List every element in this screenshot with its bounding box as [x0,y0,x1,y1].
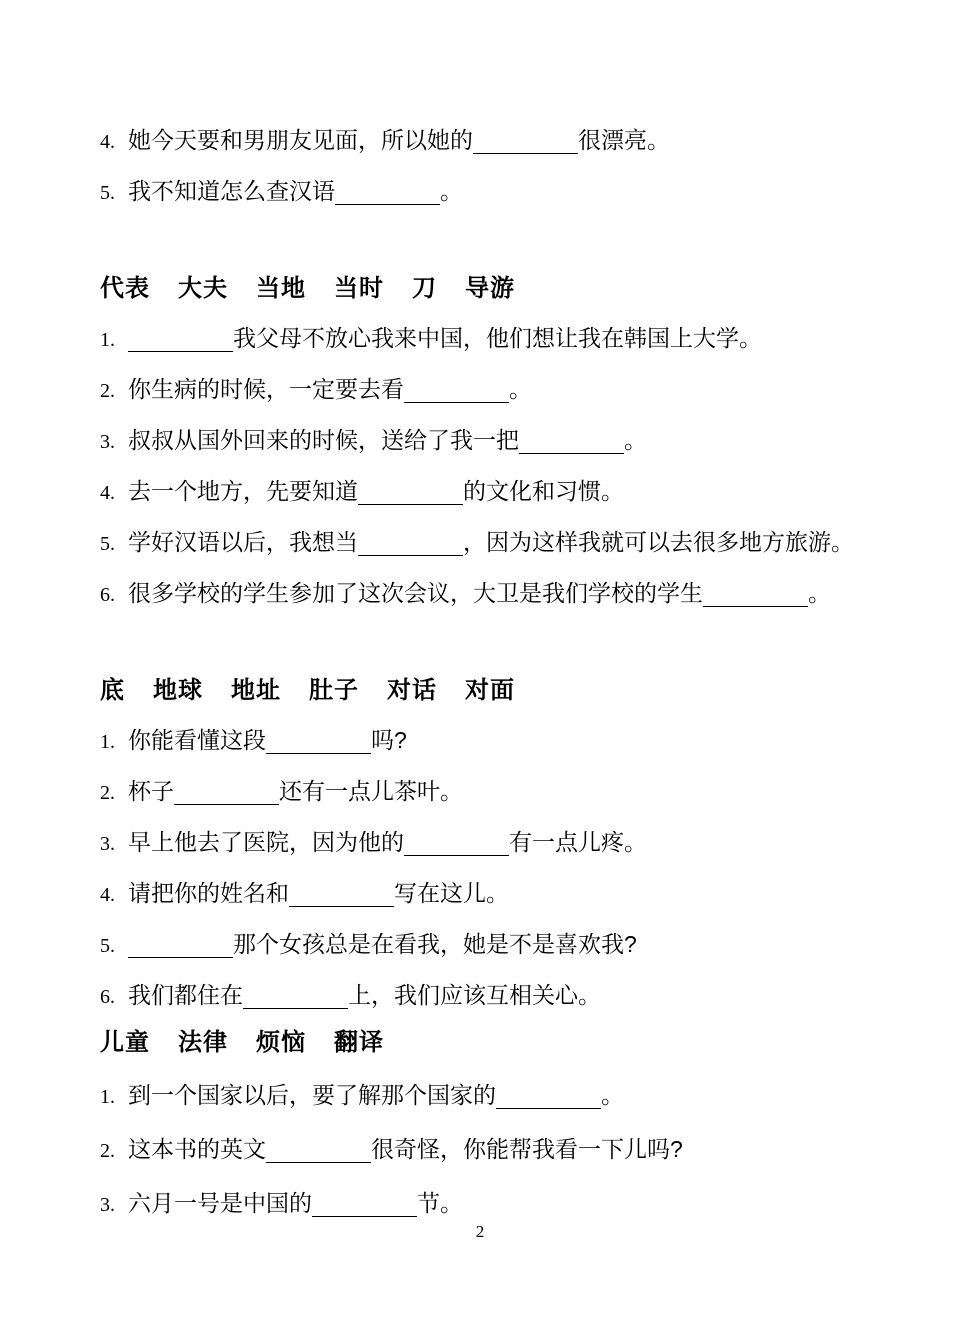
exercise-item [100,980,910,1012]
item-number: 6. [100,584,115,606]
item-text-post: 。 [808,580,831,606]
word-bank-word: 对话 [387,677,437,704]
fill-in-blank [243,986,348,1009]
item-number: 1. [100,1086,115,1108]
item-number: 4. [100,131,115,153]
exercise-item [100,374,910,406]
item-text-post: 节。 [417,1190,463,1216]
item-number: 5. [100,935,115,957]
item-text-pre: 早上他去了医院，因为他的 [128,829,404,855]
word-bank-word: 地址 [231,677,281,704]
word-bank-word: 儿童 [100,1029,150,1056]
exercise-item [100,878,910,910]
word-bank [100,1028,910,1058]
item-text-pre: 叔叔从国外回来的时候，送给了我一把 [128,427,519,453]
item-text-post: 那个女孩总是在看我，她是不是喜欢我? [233,931,637,957]
exercise-item [100,1080,910,1112]
word-bank-word: 对面 [465,677,515,704]
item-number: 2. [100,1140,115,1162]
item-number: 1. [100,329,115,351]
item-text-pre: 我们都住在 [128,982,243,1008]
exercise-item [100,176,910,208]
word-bank [100,274,910,304]
fill-in-blank [404,380,509,403]
item-text-pre: 请把你的姓名和 [128,880,289,906]
item-text-post: 。 [509,376,532,402]
item-number: 4. [100,884,115,906]
item-text-post: 写在这儿。 [394,880,509,906]
fill-in-blank [519,431,624,454]
exercise-item [100,776,910,808]
item-number: 1. [100,731,115,753]
fill-in-blank [128,329,233,352]
item-text-post: 。 [601,1082,624,1108]
item-number: 6. [100,986,115,1008]
item-text-pre: 到一个国家以后，要了解那个国家的 [128,1082,496,1108]
fill-in-blank [266,731,371,754]
fill-in-blank [496,1086,601,1109]
item-text-post: 我父母不放心我来中国，他们想让我在韩国上大学。 [233,325,762,351]
item-text-post: 吗? [371,727,407,753]
item-text-pre: 六月一号是中国的 [128,1190,312,1216]
item-text-post: 还有一点儿茶叶。 [279,778,463,804]
word-bank-word: 刀 [412,275,437,302]
word-bank-word: 当时 [334,275,384,302]
fill-in-blank [358,482,463,505]
word-bank-word: 大夫 [178,275,228,302]
item-number: 4. [100,482,115,504]
item-text-pre: 去一个地方，先要知道 [128,478,358,504]
item-text-pre: 很多学校的学生参加了这次会议，大卫是我们学校的学生 [128,580,703,606]
item-number: 2. [100,380,115,402]
fill-in-blank [703,584,808,607]
word-bank [100,676,910,706]
word-bank-word: 底 [100,677,125,704]
item-number: 5. [100,182,115,204]
fill-in-blank [174,782,279,805]
item-number: 3. [100,1194,115,1216]
item-text-post: 。 [440,178,463,204]
fill-in-blank [335,182,440,205]
item-text-pre: 你生病的时候，一定要去看 [128,376,404,402]
exercise-item [100,578,910,610]
page-number: 2 [475,1222,485,1241]
item-number: 2. [100,782,115,804]
exercise-item [100,527,910,559]
exercise-item [100,1188,910,1220]
exercise-item [100,1134,910,1166]
fill-in-blank [312,1194,417,1217]
item-text-post: 。 [624,427,647,453]
exercise-item [100,929,910,961]
exercise-item [100,323,910,355]
word-bank-word: 烦恼 [256,1029,306,1056]
word-bank-word: 法律 [178,1029,228,1056]
item-text-post: ，因为这样我就可以去很多地方旅游。 [463,529,854,555]
word-bank-word: 翻译 [334,1029,384,1056]
word-bank-word: 地球 [153,677,203,704]
item-text-pre: 你能看懂这段 [128,727,266,753]
item-text-pre: 这本书的英文 [128,1136,266,1162]
exercise-item [100,476,910,508]
item-text-post: 很漂亮。 [578,127,670,153]
word-bank-word: 导游 [465,275,515,302]
fill-in-blank [289,884,394,907]
fill-in-blank [358,533,463,556]
item-number: 3. [100,431,115,453]
item-text-post: 上，我们应该互相关心。 [348,982,601,1008]
item-text-pre: 我不知道怎么查汉语 [128,178,335,204]
item-text-post: 有一点儿疼。 [509,829,647,855]
exercise-item [100,125,910,157]
exercise-item [100,725,910,757]
item-text-post: 很奇怪，你能帮我看一下儿吗? [371,1136,683,1162]
item-text-post: 的文化和习惯。 [463,478,624,504]
item-number: 3. [100,833,115,855]
item-text-pre: 学好汉语以后，我想当 [128,529,358,555]
word-bank-word: 肚子 [309,677,359,704]
item-text-pre: 杯子 [128,778,174,804]
word-bank-word: 代表 [100,275,150,302]
item-number: 5. [100,533,115,555]
fill-in-blank [404,833,509,856]
fill-in-blank [473,131,578,154]
exercise-item [100,827,910,859]
word-bank-word: 当地 [256,275,306,302]
fill-in-blank [266,1140,371,1163]
fill-in-blank [128,935,233,958]
exercise-item [100,425,910,457]
item-text-pre: 她今天要和男朋友见面，所以她的 [128,127,473,153]
